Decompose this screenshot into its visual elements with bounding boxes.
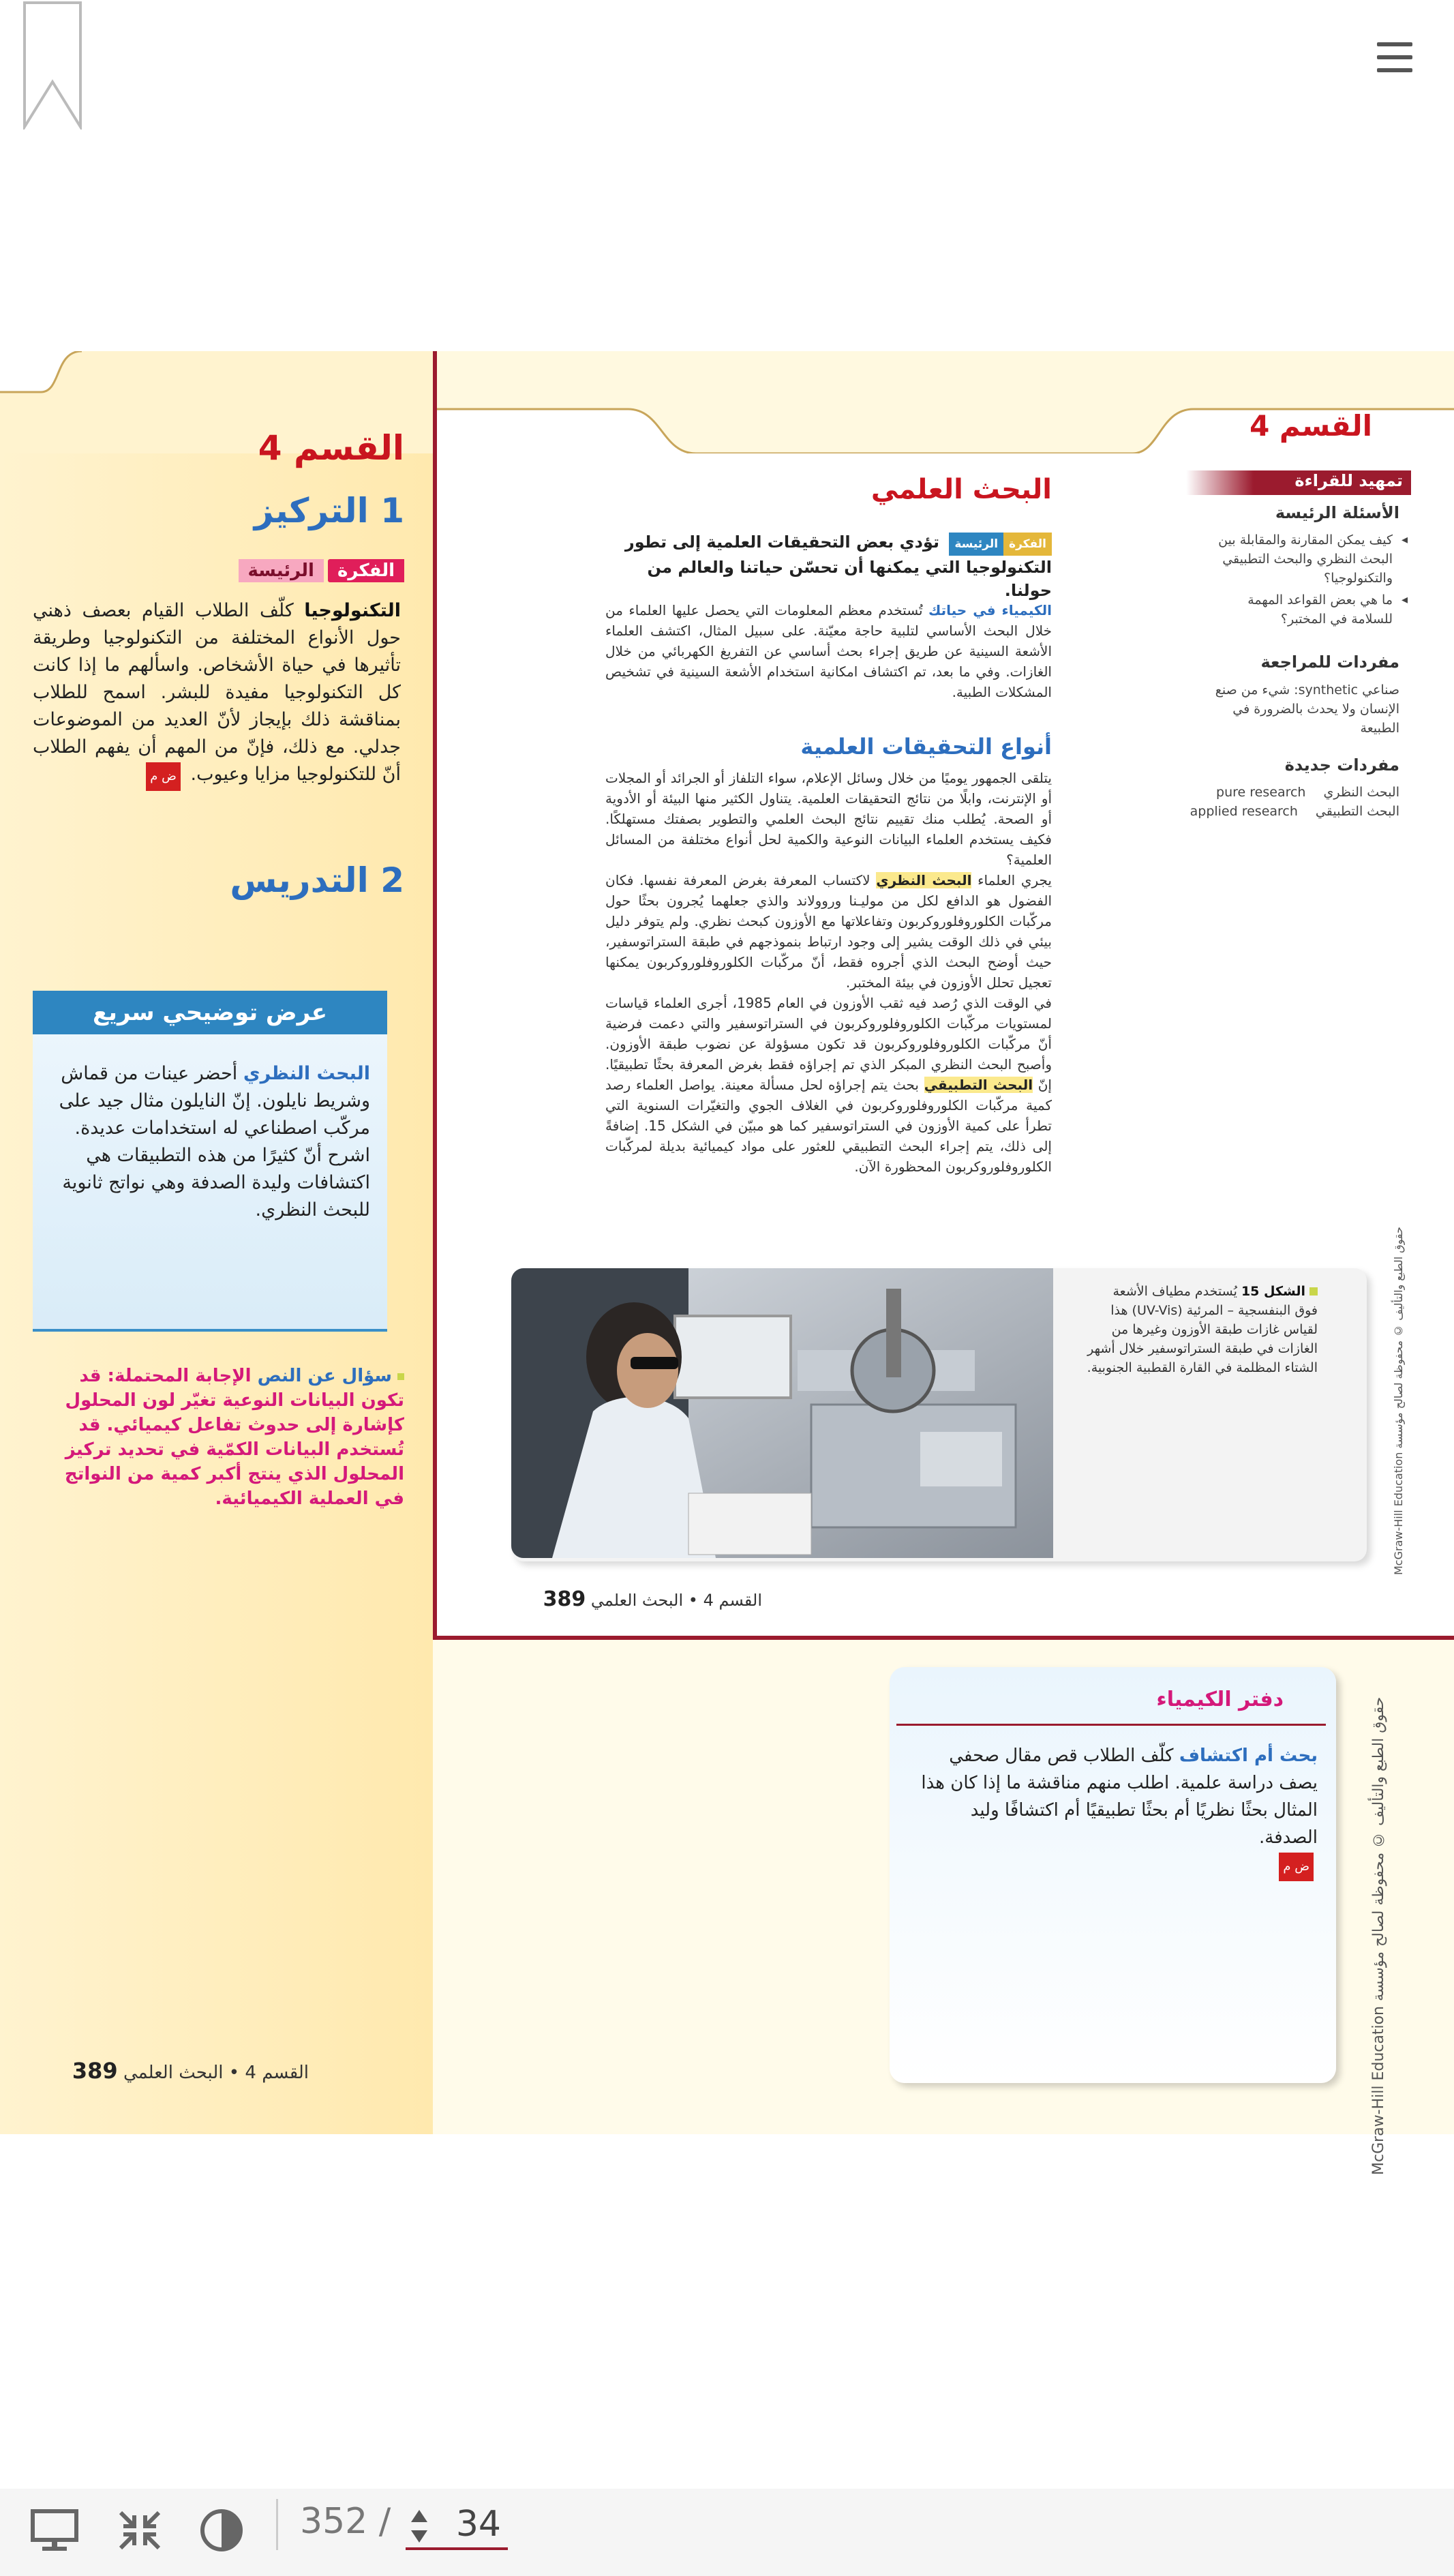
notebook-title: دفتر الكيمياء (1156, 1688, 1284, 1711)
question-text: الإجابة المحتملة: قد تكون البيانات النوعية تغيّر لون المحلول كإشارة إلى حدوث تفاعل كيميائي. قد تُستخدم البيانات الكمّية في تحديد تركيز المحلول الذي ينتج أكبر كمية من النواتج في العملية الكيميائية. (64, 1366, 404, 1509)
key-question: ◂ ما هي بعض القواعد المهمة للسلامة في المختبر؟ (1215, 590, 1393, 629)
main-idea-pill-2: الرئيسة (949, 533, 1003, 556)
notebook-body: كلّف الطلاب قص مقال صحفي يصف دراسة علمية. اطلب منهم مناقشة ما إذا كان هذا المثال بحثًا نظريًا أم بحثًا تطبيقيًا أم اكتشافًا وليد الصدفة. (921, 1746, 1318, 1848)
text-run: بحث يتم إجراؤه لحل مسألة معينة. يواصل العلماء رصد كمية مركّبات الكلوروفلوروكربون في الغلاف الجوي والتغيّرات السنوية التي تطرأ على كمية الأوزون في الستراتوسفير كما هو مبيّن في الشكل 15. إضافةً إلى ذلك، يتم إجراء البحث التطبيقي للعثور على مواد كيميائية بديلة لمركّبات الكلوروفلوروكربون المحظورة الآن. (605, 1077, 1052, 1175)
body-paragraph: يتلقى الجمهور يوميًا من خلال وسائل الإعلام، سواء التلفاز أو الجرائد أو المجلات أو الإنترنت، وابلًا من نتائج التحقيقات العلمية. يتناول الكثير منها البيئة أو الأدوية أو الصحة. يُطلب منك تقييم نتائج البحث العلمي والتطوير بصفتك مستهلكًا. فكيف يستخدم العلماء البيانات النوعية والكمية لحل أنواع مختلفة من المسائل العلمية؟ (605, 770, 1052, 868)
footer-page-number: 389 (543, 1587, 586, 1611)
key-questions-title: الأسئلة الرئيسة (1275, 503, 1399, 522)
main-idea-pill: الفكرة (1003, 533, 1052, 556)
section-heading: أنواع التحقيقات العلمية (800, 734, 1052, 760)
demo-text: أحضر عينات من قماش وشريط نايلون. إنّ النايلون مثال جيد على مركّب اصطناعي له استخدامات عديدة. اشرح أنّ كثيرًا من هذه التطبيقات هي اكتشافات وليدة الصدفة وهي نواتج ثانوية للبحث النظري. (59, 1063, 370, 1220)
quick-demo-text (50, 1060, 370, 1224)
figure-caption (1086, 1282, 1318, 1377)
text-run: في الوقت الذي رُصد فيه ثقب الأوزون في العام 1985، أجرى العلماء قياسات لمستويات مركّبات الكلوروفلوروكربون في الستراتوسفير والتي دعمت فرضية أنّ مركّبات الكلوروفلوروكربون قد تكون مسؤولة عن نضوب طبقة الأوزون. وأصبح البحث النظري المبكر الذي تم إجراؤه فقط بغرض المعرفة بحثًا تطبيقيًا. إنّ (605, 995, 1052, 1093)
reading-question (36, 1364, 404, 1511)
notebook-divider (896, 1724, 1326, 1726)
vocab-english: pure research (1216, 785, 1306, 800)
main-idea-badge (239, 559, 404, 582)
badge-main-label: الفكرة (328, 559, 404, 582)
key-question: ◂ كيف يمكن المقارنة والمقابلة بين البحث النظري والبحث التطبيقي والتكنولوجيا؟ (1215, 530, 1393, 588)
term-pure-research: البحث النظري (876, 872, 972, 888)
focus-lead: التكنولوجيا (304, 600, 401, 621)
footer-page-number: 389 (72, 2058, 118, 2084)
main-idea (609, 530, 1052, 602)
review-vocab-text: صناعي synthetic: شيء من صنع الإنسان ولا يحدث بالضرورة في الطبيعة (1215, 683, 1399, 736)
page-footer (72, 2058, 309, 2084)
bookmark-icon[interactable] (22, 0, 83, 130)
spectrometer-photo (511, 1268, 1053, 1558)
badge-sub-label: الرئيسة (239, 559, 324, 582)
collapse-icon[interactable] (112, 2506, 167, 2555)
main-idea-text: تؤدي بعض التحقيقات العلمية إلى تطور التكنولوجيا التي يمكنها أن تحسّن حياتنا والعالم من حولنا. (624, 533, 1052, 600)
notebook-text (915, 1742, 1318, 1881)
key-questions-list (1215, 530, 1393, 631)
demo-lead: البحث النظري (243, 1063, 370, 1084)
text-run: لاكتساب المعرفة بغرض المعرفة نفسها. فكان الفضول هو الدافع لكل من موليـنا وروولاند والذي جعلهما يُجرون بحثًا حول مركّبات الكلوروفلوروكربون وتفاعلاتها مع الأوزون كبحث نظري. ولم يتوفر دليل بيئي في ذلك الوقت يشير إلى وجود ارتباط بنموذجهم في طبقة الستراتوسفير، حيث أوضح البحث الذي أجروه فقط، أنّ مركّبات الكلوروفلوروكربون يمكنها تعجيل تحلل الأوزون في بيئة المختبر. (605, 872, 1052, 991)
notebook-tag: ض م (1279, 1853, 1314, 1881)
new-vocab-title: مفردات جديدة (1284, 755, 1399, 775)
vocab-english: applied research (1190, 804, 1298, 819)
toolbar-separator (276, 2499, 278, 2550)
text-run: يجري العلماء (971, 872, 1052, 888)
step-teach-heading: 2 التدريس (230, 860, 404, 900)
menu-icon[interactable] (1377, 42, 1412, 72)
review-vocab-title: مفردات للمراجعة (1260, 653, 1399, 672)
chemistry-in-life-paragraph (605, 600, 1052, 702)
p1-text: تُستخدم معظم المعلومات التي يحصل عليها العلماء من خلال البحث الأساسي لتلبية حاجة معيّنة. على سبيل المثال، اكتشف العلماء الأشعة السينية عن طريق إجراء بحث أساسي عن التفريغ الكهربائي من خلال الغازات. وفي ما بعد، تم اكتشاف امكانية استخدام الأشعة السينية في تشخيص المشكلات الطبية. (605, 602, 1052, 700)
reading-preview-label: تمهيد للقراءة (1294, 471, 1403, 490)
page-stepper-icon[interactable] (409, 2506, 429, 2547)
vocab-arabic: البحث النظري (1323, 785, 1399, 800)
margin-section-title: القسم 4 (258, 428, 404, 468)
p1-lead: الكيمياء في حياتك (928, 602, 1052, 618)
student-page-footer (543, 1587, 762, 1611)
step-focus-heading: 1 التركيز (254, 491, 404, 530)
article-body (605, 768, 1052, 1177)
bullet-icon (397, 1373, 404, 1380)
presentation-icon[interactable] (27, 2506, 82, 2555)
notebook-lead: بحث أم اكتشاف (1179, 1746, 1318, 1766)
focus-tag: ض م (146, 762, 181, 791)
contrast-icon[interactable] (194, 2506, 249, 2555)
figure-label: الشكل 15 (1241, 1284, 1305, 1299)
article-title: البحث العلمي (870, 474, 1052, 505)
copyright-vertical: McGraw-Hill Education حقوق الطبع والتأليف © محفوظة لصالح مؤسسة (1392, 1227, 1405, 1575)
focus-text: كلّف الطلاب القيام بعصف ذهني حول الأنواع المختلفة من التكنولوجيا وطريقة تأثيرها في حياة الأشخاص. واسألهم ما إذا كانت كل التكنولوجيا مفيدة للبشر. اسمح للطلاب بمناقشة ذلك بإيجاز لأنّ العديد من الموضوعات جدلي. مع ذلك، فإنّ من المهم أن يفهم الطلاب أنّ للتكنولوجيا مزايا وعيوب. (33, 600, 401, 785)
body-paragraph (605, 993, 1052, 1177)
footer-label: القسم 4 • البحث العلمي (123, 2063, 309, 2083)
body-paragraph (605, 870, 1052, 993)
footer-label: القسم 4 • البحث العلمي (590, 1591, 762, 1610)
quick-demo-title: عرض توضيحي سريع (33, 991, 387, 1034)
term-applied-research: البحث التطبيقي (924, 1077, 1033, 1093)
caption-bullet-icon (1309, 1287, 1318, 1296)
vocab-arabic: البحث التطبيقي (1315, 804, 1399, 819)
figure-text: يُستخدم مطياف الأشعة فوق البنفسجية – المرئية (UV-Vis) هذا لقياس غازات طبقة الأوزون وغيرها من الغازات في طبقة الستراتوسفير خلال أشهر الشتاء المظلمة في القارة القطبية الجنوبية. (1087, 1284, 1318, 1375)
section-number: القسم 4 (1249, 409, 1372, 443)
question-label: سؤال عن النص (257, 1366, 392, 1386)
total-pages: 352 / (300, 2501, 391, 2542)
copyright-vertical-2: McGraw-Hill Education حقوق الطبع والتأليف © محفوظة لصالح مؤسسة (1370, 1696, 1387, 2175)
lab-photo-illustration (511, 1268, 1053, 1558)
new-vocab-list (1113, 783, 1399, 821)
focus-paragraph (33, 597, 401, 791)
